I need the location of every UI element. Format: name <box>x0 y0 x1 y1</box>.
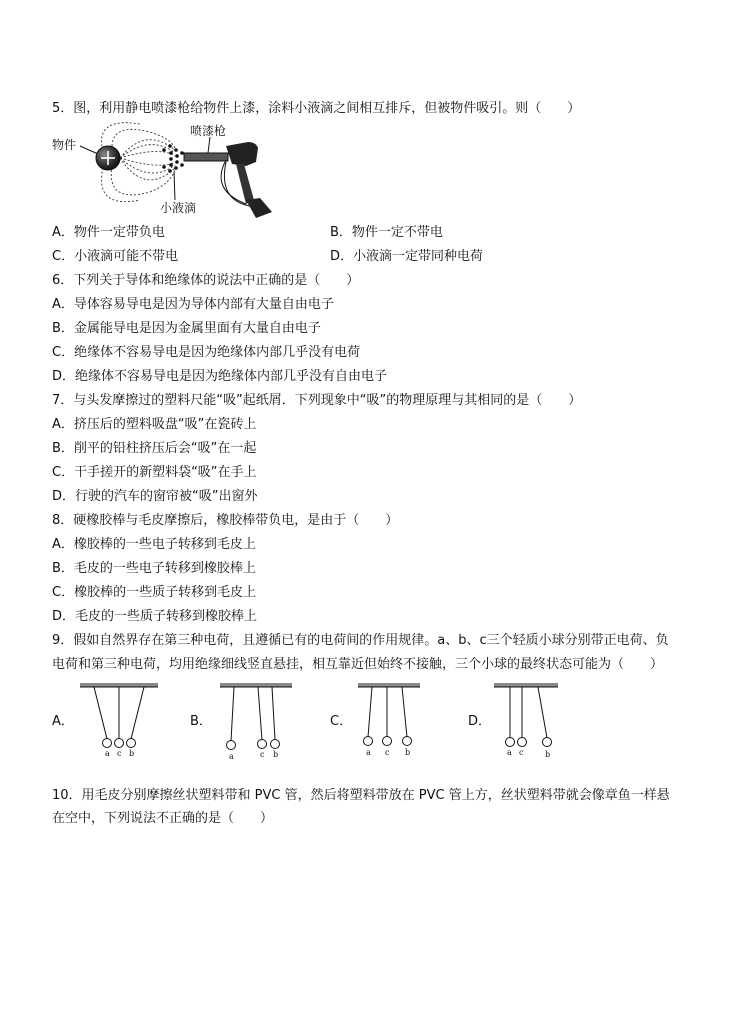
ball-label-a1: a <box>105 749 110 758</box>
q7-option-c[interactable]: C．干手搓开的新塑料袋“吸”在手上 <box>52 465 257 480</box>
q9-option-b-label[interactable]: B． <box>190 714 212 729</box>
q5-option-a[interactable]: A．物件一定带负电 <box>52 225 165 240</box>
q9-option-a-label[interactable]: A． <box>52 714 74 729</box>
q6-option-b[interactable]: B．金属能导电是因为金属里面有大量自由电子 <box>52 321 321 336</box>
q8-stem: 8．硬橡胶棒与毛皮摩擦后，橡胶棒带负电，是由于（ ） <box>52 513 399 528</box>
q8-option-d[interactable]: D．毛皮的一些质子转移到橡胶棒上 <box>52 609 258 624</box>
q10-stem-line1: 10．用毛皮分别摩擦丝状塑料带和 PVC 管，然后将塑料带放在 PVC 管上方，丝状塑料带就会像章鱼一样悬 <box>52 788 670 803</box>
q7-option-d[interactable]: D．行驶的汽车的窗帘被“吸”出窗外 <box>52 489 258 504</box>
spray-gun-figure <box>50 120 280 224</box>
ball-label-d3: b <box>545 750 551 759</box>
q6-option-c[interactable]: C．绝缘体不容易导电是因为绝缘体内部几乎没有电荷 <box>52 345 361 360</box>
q9-stem-line1: 9．假如自然界存在第三种电荷，且遵循已有的电荷间的作用规律。a、b、c三个轻质小球分别带正电荷、负 <box>52 633 669 648</box>
ball-label-c2: c <box>385 748 390 757</box>
q8-option-a[interactable]: A．橡胶棒的一些电子转移到毛皮上 <box>52 537 256 552</box>
q7-option-a[interactable]: A．挤压后的塑料吸盘“吸”在瓷砖上 <box>52 417 257 432</box>
q5-option-c[interactable]: C．小液滴可能不带电 <box>52 249 179 264</box>
q5-stem: 5．图，利用静电喷漆枪给物件上漆，涂料小液滴之间相互排斥，但被物件吸引。则（ ） <box>52 101 581 116</box>
pendulum-figure-d <box>494 683 584 763</box>
q7-stem: 7．与头发摩擦过的塑料尺能“吸”起纸屑．下列现象中“吸”的物理原理与其相同的是（ ） <box>52 393 582 408</box>
ball-label-c3: b <box>405 748 411 757</box>
q6-option-a[interactable]: A．导体容易导电是因为导体内部有大量自由电子 <box>52 297 334 312</box>
q5-option-b[interactable]: B．物件一定不带电 <box>330 225 443 240</box>
pendulum-figure-c <box>358 683 448 763</box>
ball-label-a2: c <box>117 749 122 758</box>
label-gun: 喷漆枪 <box>190 124 227 138</box>
q9-stem-line2: 电荷和第三种电荷，均用绝缘细线竖直悬挂，相互靠近但始终不接触，三个小球的最终状态可能为（ ） <box>52 657 664 672</box>
pendulum-figure-b <box>220 683 310 763</box>
label-droplet: 小液滴 <box>160 201 197 215</box>
ball-label-c1: a <box>366 748 371 757</box>
label-object: 物件 <box>52 138 77 152</box>
q9-option-d-label[interactable]: D． <box>468 714 492 729</box>
q9-option-c-label[interactable]: C． <box>330 714 353 729</box>
ball-label-d1: a <box>507 748 512 757</box>
q5-option-d[interactable]: D．小液滴一定带同种电荷 <box>330 249 484 264</box>
ball-label-b2: c <box>260 750 265 759</box>
pendulum-figure-a <box>80 683 170 763</box>
q10-stem-line2: 在空中，下列说法不正确的是（ ） <box>52 811 274 826</box>
q8-option-b[interactable]: B．毛皮的一些电子转移到橡胶棒上 <box>52 561 256 576</box>
ball-label-a3: b <box>129 749 135 758</box>
q6-option-d[interactable]: D．绝缘体不容易导电是因为绝缘体内部几乎没有自由电子 <box>52 369 388 384</box>
ball-label-b3: b <box>273 750 279 759</box>
ball-label-b1: a <box>229 752 234 761</box>
q6-stem: 6．下列关于导体和绝缘体的说法中正确的是（ ） <box>52 273 360 288</box>
q7-option-b[interactable]: B．削平的铅柱挤压后会“吸”在一起 <box>52 441 257 456</box>
q8-option-c[interactable]: C．橡胶棒的一些质子转移到毛皮上 <box>52 585 257 600</box>
ball-label-d2: c <box>519 748 524 757</box>
